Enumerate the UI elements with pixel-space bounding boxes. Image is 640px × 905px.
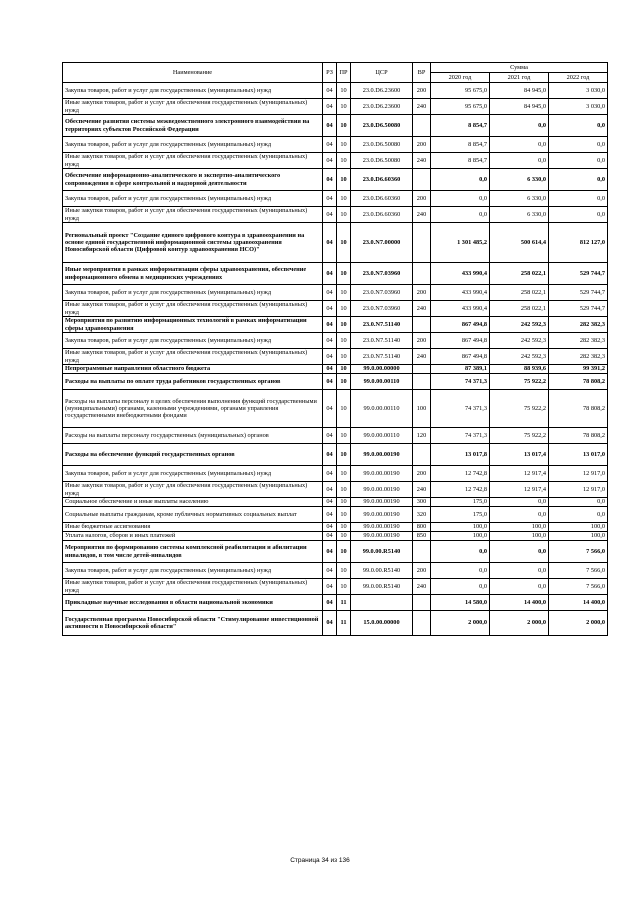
row-name: Мероприятия по формированию системы комплексной реабилитации и абилитации инвалидов, в том числе детей-инвалидов — [63, 541, 323, 563]
row-value-2022: 0,0 — [549, 115, 608, 137]
row-rz: 04 — [323, 83, 337, 99]
table-row — [63, 482, 608, 498]
row-value-2020: 433 990,4 — [431, 263, 490, 285]
row-vr — [413, 115, 431, 137]
row-rz: 04 — [323, 444, 337, 466]
table-row — [63, 579, 608, 595]
row-pr: 10 — [337, 532, 351, 541]
row-vr: 240 — [413, 579, 431, 595]
row-vr — [413, 263, 431, 285]
row-csr: 23.0.N7.51140 — [351, 349, 413, 365]
row-csr: 23.0.N7.03960 — [351, 263, 413, 285]
row-value-2021: 6 330,0 — [490, 169, 549, 191]
table-row — [63, 611, 608, 636]
row-vr — [413, 611, 431, 636]
row-value-2020: 14 580,0 — [431, 595, 490, 611]
row-pr: 10 — [337, 223, 351, 263]
header-year-2022: 2022 год — [549, 73, 608, 83]
row-csr: 23.0.D6.50080 — [351, 115, 413, 137]
table-row — [63, 223, 608, 263]
row-csr: 99.0.00.00190 — [351, 466, 413, 482]
row-rz: 04 — [323, 317, 337, 333]
table-row — [63, 301, 608, 317]
row-value-2021: 258 022,1 — [490, 301, 549, 317]
row-rz: 04 — [323, 333, 337, 349]
row-vr — [413, 444, 431, 466]
row-pr: 10 — [337, 301, 351, 317]
row-value-2022: 7 566,0 — [549, 541, 608, 563]
row-value-2022: 7 566,0 — [549, 579, 608, 595]
row-csr: 99.0.00.00110 — [351, 374, 413, 390]
row-value-2021: 13 017,4 — [490, 444, 549, 466]
row-vr: 200 — [413, 137, 431, 153]
row-value-2021: 2 000,0 — [490, 611, 549, 636]
row-value-2020: 87 389,1 — [431, 365, 490, 374]
row-csr: 99.0.00.00190 — [351, 507, 413, 523]
row-value-2021: 0,0 — [490, 563, 549, 579]
row-pr: 10 — [337, 207, 351, 223]
table-row — [63, 523, 608, 532]
table-row — [63, 99, 608, 115]
row-value-2020: 12 742,8 — [431, 466, 490, 482]
row-vr — [413, 223, 431, 263]
row-value-2022: 13 017,0 — [549, 444, 608, 466]
row-value-2021: 84 945,0 — [490, 99, 549, 115]
row-csr: 99.0.00.R5140 — [351, 563, 413, 579]
row-csr: 23.0.N7.03960 — [351, 301, 413, 317]
header-year-2020: 2020 год — [431, 73, 490, 83]
row-csr: 23.0.D6.23600 — [351, 83, 413, 99]
row-value-2022: 529 744,7 — [549, 263, 608, 285]
header-rz: РЗ — [323, 63, 337, 83]
row-value-2021: 0,0 — [490, 498, 549, 507]
row-name: Обеспечение развития системы межведомственного электронного взаимодействия на территориях субъектов Российской Федерации — [63, 115, 323, 137]
row-pr: 10 — [337, 169, 351, 191]
row-pr: 10 — [337, 349, 351, 365]
row-value-2021: 12 917,4 — [490, 466, 549, 482]
row-value-2021: 100,0 — [490, 532, 549, 541]
row-csr: 99.0.00.00110 — [351, 390, 413, 428]
row-pr: 10 — [337, 263, 351, 285]
row-value-2021: 500 614,4 — [490, 223, 549, 263]
row-value-2022: 14 400,0 — [549, 595, 608, 611]
row-value-2021: 242 592,3 — [490, 333, 549, 349]
row-pr: 10 — [337, 579, 351, 595]
row-value-2021: 84 945,0 — [490, 83, 549, 99]
row-pr: 10 — [337, 541, 351, 563]
row-csr: 23.0.D6.60360 — [351, 169, 413, 191]
row-value-2020: 433 990,4 — [431, 301, 490, 317]
row-vr: 320 — [413, 507, 431, 523]
table-row — [63, 349, 608, 365]
row-rz: 04 — [323, 611, 337, 636]
row-rz: 04 — [323, 482, 337, 498]
row-value-2021: 75 922,2 — [490, 374, 549, 390]
row-pr: 10 — [337, 99, 351, 115]
row-name: Иные закупки товаров, работ и услуг для обеспечения государственных (муниципальных) нужд — [63, 482, 323, 498]
row-value-2020: 433 990,4 — [431, 285, 490, 301]
row-vr: 200 — [413, 83, 431, 99]
row-csr: 23.0.N7.00000 — [351, 223, 413, 263]
row-vr — [413, 541, 431, 563]
row-csr: 99.0.00.R5140 — [351, 541, 413, 563]
row-rz: 04 — [323, 263, 337, 285]
table-row — [63, 390, 608, 428]
row-vr: 240 — [413, 207, 431, 223]
row-value-2020: 0,0 — [431, 207, 490, 223]
row-value-2021: 75 922,2 — [490, 428, 549, 444]
row-rz: 04 — [323, 223, 337, 263]
row-pr: 10 — [337, 285, 351, 301]
row-name: Иные закупки товаров, работ и услуг для обеспечения государственных (муниципальных) нужд — [63, 349, 323, 365]
row-csr: 99.0.00.00190 — [351, 498, 413, 507]
row-value-2022: 3 030,0 — [549, 99, 608, 115]
table-row — [63, 207, 608, 223]
row-pr: 10 — [337, 507, 351, 523]
row-pr: 10 — [337, 153, 351, 169]
table-row — [63, 333, 608, 349]
budget-table — [62, 62, 608, 636]
row-csr: 23.0.D6.60360 — [351, 191, 413, 207]
row-name: Расходы на выплаты персоналу государственных (муниципальных) органов — [63, 428, 323, 444]
row-vr: 800 — [413, 523, 431, 532]
row-name: Прикладные научные исследования в области национальной экономики — [63, 595, 323, 611]
row-value-2021: 88 939,6 — [490, 365, 549, 374]
row-rz: 04 — [323, 541, 337, 563]
row-csr: 23.0.D6.50080 — [351, 137, 413, 153]
table-row — [63, 317, 608, 333]
table-row — [63, 563, 608, 579]
table-body — [63, 83, 608, 636]
row-value-2020: 0,0 — [431, 541, 490, 563]
row-value-2020: 1 301 485,2 — [431, 223, 490, 263]
row-value-2022: 99 391,2 — [549, 365, 608, 374]
row-csr: 23.0.N7.03960 — [351, 285, 413, 301]
row-csr: 99.0.00.00000 — [351, 365, 413, 374]
row-rz: 04 — [323, 99, 337, 115]
row-name: Региональный проект "Создание единого цифрового контура в здравоохранении на основе единой государственной информационной системы здравоохранения Новосибирской области (Цифровой контур здравоохранения НСО)" — [63, 223, 323, 263]
row-vr: 200 — [413, 285, 431, 301]
row-name: Социальное обеспечение и иные выплаты населению — [63, 498, 323, 507]
row-pr: 10 — [337, 115, 351, 137]
row-value-2021: 0,0 — [490, 507, 549, 523]
row-vr — [413, 365, 431, 374]
row-name: Иные закупки товаров, работ и услуг для обеспечения государственных (муниципальных) нужд — [63, 301, 323, 317]
row-vr: 200 — [413, 466, 431, 482]
row-name: Расходы на выплаты по оплате труда работников государственных органов — [63, 374, 323, 390]
row-vr: 100 — [413, 390, 431, 428]
row-pr: 10 — [337, 317, 351, 333]
table-row — [63, 191, 608, 207]
table-row — [63, 115, 608, 137]
row-vr: 300 — [413, 498, 431, 507]
row-name: Закупка товаров, работ и услуг для государственных (муниципальных) нужд — [63, 466, 323, 482]
row-value-2021: 242 592,3 — [490, 349, 549, 365]
row-pr: 10 — [337, 498, 351, 507]
header-pr: ПР — [337, 63, 351, 83]
header-name: Наименование — [63, 63, 323, 83]
table-row — [63, 595, 608, 611]
row-pr: 10 — [337, 523, 351, 532]
row-value-2020: 8 854,7 — [431, 115, 490, 137]
row-rz: 04 — [323, 207, 337, 223]
row-name: Закупка товаров, работ и услуг для государственных (муниципальных) нужд — [63, 191, 323, 207]
row-vr — [413, 374, 431, 390]
row-value-2020: 100,0 — [431, 523, 490, 532]
row-name: Иные закупки товаров, работ и услуг для обеспечения государственных (муниципальных) нужд — [63, 99, 323, 115]
row-pr: 10 — [337, 191, 351, 207]
row-value-2021: 0,0 — [490, 137, 549, 153]
row-name: Иные закупки товаров, работ и услуг для обеспечения государственных (муниципальных) нужд — [63, 153, 323, 169]
row-value-2022: 812 127,0 — [549, 223, 608, 263]
row-value-2020: 867 494,8 — [431, 333, 490, 349]
row-csr: 23.0.D6.60360 — [351, 207, 413, 223]
row-csr: 23.0.D6.50080 — [351, 153, 413, 169]
row-rz: 04 — [323, 428, 337, 444]
row-value-2022: 529 744,7 — [549, 285, 608, 301]
row-value-2021: 258 022,1 — [490, 263, 549, 285]
row-name: Закупка товаров, работ и услуг для государственных (муниципальных) нужд — [63, 137, 323, 153]
row-value-2021: 0,0 — [490, 153, 549, 169]
row-value-2022: 3 030,0 — [549, 83, 608, 99]
row-rz: 04 — [323, 191, 337, 207]
row-value-2022: 0,0 — [549, 207, 608, 223]
row-rz: 04 — [323, 285, 337, 301]
row-value-2022: 78 808,2 — [549, 374, 608, 390]
row-rz: 04 — [323, 595, 337, 611]
row-csr: 99.0.00.R5140 — [351, 579, 413, 595]
row-name: Уплата налогов, сборов и иных платежей — [63, 532, 323, 541]
row-vr — [413, 169, 431, 191]
row-vr: 200 — [413, 563, 431, 579]
row-value-2021: 242 592,3 — [490, 317, 549, 333]
table-row — [63, 374, 608, 390]
row-pr: 10 — [337, 333, 351, 349]
table-row — [63, 507, 608, 523]
row-rz: 04 — [323, 153, 337, 169]
table-row — [63, 365, 608, 374]
row-rz: 04 — [323, 579, 337, 595]
row-name: Расходы на обеспечение функций государственных органов — [63, 444, 323, 466]
row-value-2021: 14 400,0 — [490, 595, 549, 611]
row-pr: 10 — [337, 390, 351, 428]
row-value-2020: 175,0 — [431, 507, 490, 523]
row-rz: 04 — [323, 532, 337, 541]
header-csr: ЦСР — [351, 63, 413, 83]
row-pr: 10 — [337, 563, 351, 579]
row-rz: 04 — [323, 349, 337, 365]
row-value-2022: 78 808,2 — [549, 390, 608, 428]
row-value-2020: 74 371,3 — [431, 374, 490, 390]
row-value-2021: 12 917,4 — [490, 482, 549, 498]
row-name: Непрограммные направления областного бюджета — [63, 365, 323, 374]
row-rz: 04 — [323, 390, 337, 428]
row-pr: 11 — [337, 595, 351, 611]
row-name: Обеспечение информационно-аналитического и экспертно-аналитического сопровождения в сфере контрольной и надзорной деятельности — [63, 169, 323, 191]
row-value-2022: 100,0 — [549, 532, 608, 541]
table-row — [63, 532, 608, 541]
table-row — [63, 466, 608, 482]
row-value-2022: 100,0 — [549, 523, 608, 532]
table-row — [63, 137, 608, 153]
row-pr: 10 — [337, 482, 351, 498]
page-number: Страница 34 из 136 — [290, 857, 350, 864]
row-rz: 04 — [323, 365, 337, 374]
row-pr: 10 — [337, 137, 351, 153]
row-vr: 240 — [413, 482, 431, 498]
row-vr — [413, 595, 431, 611]
row-csr: 23.0.N7.51140 — [351, 333, 413, 349]
row-value-2022: 0,0 — [549, 153, 608, 169]
row-vr: 850 — [413, 532, 431, 541]
row-value-2022: 7 566,0 — [549, 563, 608, 579]
row-rz: 04 — [323, 137, 337, 153]
row-value-2020: 8 854,7 — [431, 137, 490, 153]
row-value-2020: 12 742,8 — [431, 482, 490, 498]
table-row — [63, 428, 608, 444]
row-value-2022: 0,0 — [549, 137, 608, 153]
row-value-2020: 100,0 — [431, 532, 490, 541]
table-row — [63, 83, 608, 99]
row-pr: 10 — [337, 428, 351, 444]
row-value-2021: 100,0 — [490, 523, 549, 532]
row-value-2020: 0,0 — [431, 563, 490, 579]
row-value-2022: 0,0 — [549, 191, 608, 207]
row-csr: 15.0.00.00000 — [351, 611, 413, 636]
row-csr: 23.0.D6.23600 — [351, 99, 413, 115]
row-value-2020: 0,0 — [431, 169, 490, 191]
row-pr: 10 — [337, 83, 351, 99]
row-value-2020: 8 854,7 — [431, 153, 490, 169]
table-row — [63, 541, 608, 563]
row-value-2020: 95 675,0 — [431, 99, 490, 115]
row-value-2021: 6 330,0 — [490, 207, 549, 223]
row-value-2021: 0,0 — [490, 541, 549, 563]
row-rz: 04 — [323, 498, 337, 507]
row-value-2020: 13 017,8 — [431, 444, 490, 466]
row-rz: 04 — [323, 507, 337, 523]
row-rz: 04 — [323, 301, 337, 317]
table-row — [63, 444, 608, 466]
row-vr: 120 — [413, 428, 431, 444]
row-value-2022: 2 000,0 — [549, 611, 608, 636]
row-rz: 04 — [323, 115, 337, 137]
row-pr: 10 — [337, 374, 351, 390]
row-name: Закупка товаров, работ и услуг для государственных (муниципальных) нужд — [63, 563, 323, 579]
row-csr: 99.0.00.00190 — [351, 444, 413, 466]
row-value-2021: 258 022,1 — [490, 285, 549, 301]
row-csr: 99.0.00.00190 — [351, 532, 413, 541]
row-csr: 23.0.N7.51140 — [351, 317, 413, 333]
row-vr: 200 — [413, 191, 431, 207]
row-value-2022: 282 382,3 — [549, 317, 608, 333]
row-name: Социальные выплаты гражданам, кроме публичных нормативных социальных выплат — [63, 507, 323, 523]
row-value-2020: 95 675,0 — [431, 83, 490, 99]
row-value-2021: 0,0 — [490, 579, 549, 595]
row-rz: 04 — [323, 374, 337, 390]
row-rz: 04 — [323, 466, 337, 482]
row-value-2022: 0,0 — [549, 169, 608, 191]
row-pr: 11 — [337, 611, 351, 636]
header-vr: ВР — [413, 63, 431, 83]
row-csr: 99.0.00.00190 — [351, 523, 413, 532]
row-value-2020: 74 371,3 — [431, 428, 490, 444]
row-name: Мероприятия по развитию информационных технологий в рамках информатизации сферы здравоохранения — [63, 317, 323, 333]
row-value-2022: 0,0 — [549, 498, 608, 507]
row-name: Иные закупки товаров, работ и услуг для обеспечения государственных (муниципальных) нужд — [63, 579, 323, 595]
row-vr: 240 — [413, 349, 431, 365]
row-rz: 04 — [323, 563, 337, 579]
table-row — [63, 285, 608, 301]
table-row — [63, 169, 608, 191]
row-value-2022: 282 382,3 — [549, 333, 608, 349]
row-vr — [413, 317, 431, 333]
row-rz: 04 — [323, 169, 337, 191]
row-value-2022: 12 917,0 — [549, 466, 608, 482]
row-name: Иные закупки товаров, работ и услуг для обеспечения государственных (муниципальных) нужд — [63, 207, 323, 223]
row-name: Закупка товаров, работ и услуг для государственных (муниципальных) нужд — [63, 285, 323, 301]
row-name: Иные бюджетные ассигнования — [63, 523, 323, 532]
row-value-2021: 6 330,0 — [490, 191, 549, 207]
row-rz: 04 — [323, 523, 337, 532]
row-value-2022: 529 744,7 — [549, 301, 608, 317]
row-value-2020: 867 494,8 — [431, 349, 490, 365]
row-value-2022: 282 382,3 — [549, 349, 608, 365]
row-value-2022: 78 808,2 — [549, 428, 608, 444]
row-vr: 240 — [413, 153, 431, 169]
row-name: Закупка товаров, работ и услуг для государственных (муниципальных) нужд — [63, 333, 323, 349]
row-name: Закупка товаров, работ и услуг для государственных (муниципальных) нужд — [63, 83, 323, 99]
row-value-2020: 0,0 — [431, 191, 490, 207]
table-row — [63, 263, 608, 285]
row-name: Расходы на выплаты персоналу в целях обеспечения выполнения функций государственными (муниципальными) органами, казенными учреждениями, органами управления государственными внебюджетными фондами — [63, 390, 323, 428]
row-vr: 240 — [413, 99, 431, 115]
table-row — [63, 153, 608, 169]
row-value-2020: 0,0 — [431, 579, 490, 595]
row-vr: 200 — [413, 333, 431, 349]
row-pr: 10 — [337, 466, 351, 482]
row-pr: 10 — [337, 444, 351, 466]
row-csr: 99.0.00.00190 — [351, 482, 413, 498]
row-value-2020: 2 000,0 — [431, 611, 490, 636]
row-vr: 240 — [413, 301, 431, 317]
row-value-2022: 12 917,0 — [549, 482, 608, 498]
header-sum: Сумма — [431, 63, 608, 73]
row-value-2022: 0,0 — [549, 507, 608, 523]
row-name: Государственная программа Новосибирской области "Стимулирование инвестиционной активности в Новосибирской области" — [63, 611, 323, 636]
row-pr: 10 — [337, 365, 351, 374]
row-value-2020: 74 371,3 — [431, 390, 490, 428]
row-value-2021: 75 922,2 — [490, 390, 549, 428]
row-value-2020: 175,0 — [431, 498, 490, 507]
header-year-2021: 2021 год — [490, 73, 549, 83]
row-value-2021: 0,0 — [490, 115, 549, 137]
row-name: Иные мероприятия в рамках информатизации сферы здравоохранения, обеспечение информационного обмена в медицинских учреждениях — [63, 263, 323, 285]
table-row — [63, 498, 608, 507]
row-csr: 99.0.00.00110 — [351, 428, 413, 444]
row-csr — [351, 595, 413, 611]
row-value-2020: 867 494,8 — [431, 317, 490, 333]
